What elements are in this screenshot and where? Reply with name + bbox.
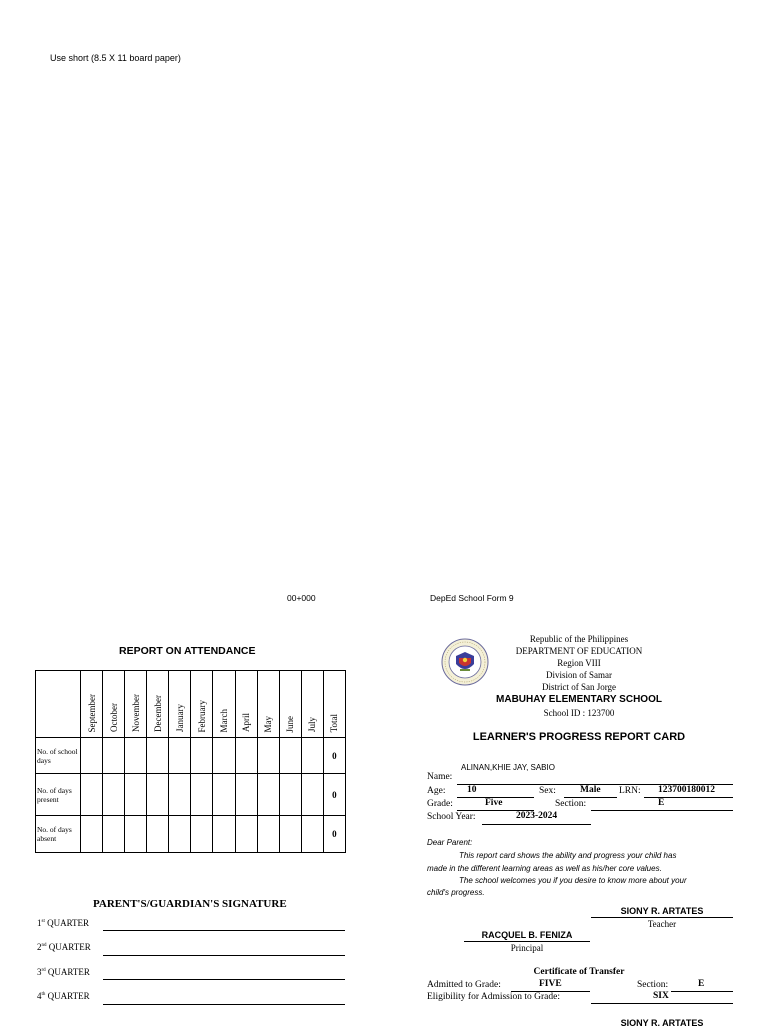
transfer-section-value: E — [698, 979, 705, 989]
transfer-title: Certificate of Transfer — [533, 967, 625, 977]
principal-role: Principal — [510, 943, 544, 953]
age-value: 10 — [467, 785, 477, 795]
transfer-signer: SIONY R. ARTATES — [620, 1018, 704, 1028]
signature-title: PARENT'S/GUARDIAN'S SIGNATURE — [93, 898, 287, 910]
month-header-october: October — [103, 671, 125, 738]
month-header-february: February — [191, 671, 213, 738]
school-year-label: School Year: — [427, 812, 476, 822]
form-code: 00+000 — [287, 593, 316, 603]
teacher-name: SIONY R. ARTATES — [620, 906, 704, 916]
age-label: Age: — [427, 786, 446, 796]
quarter-4-label: 4th QUARTER — [37, 991, 90, 1001]
sex-line — [564, 797, 617, 798]
quarter-1-signature-line[interactable] — [103, 930, 345, 931]
eligibility-label: Eligibility for Admission to Grade: — [427, 992, 560, 1002]
section-value: E — [658, 798, 665, 808]
section-label: Section: — [555, 799, 587, 809]
letter-line-2: made in the different learning areas as well as his/her core values. — [427, 864, 662, 873]
sex-value: Male — [580, 785, 601, 795]
quarter-1-label: 1st QUARTER — [37, 918, 90, 928]
republic-text: Republic of the Philippines — [529, 634, 629, 644]
total-days-absent: 0 — [323, 816, 345, 853]
department-text: DEPARTMENT OF EDUCATION — [515, 646, 643, 656]
paper-note: Use short (8.5 X 11 board paper) — [50, 53, 181, 63]
admitted-label: Admitted to Grade: — [427, 980, 501, 990]
month-header-july: July — [301, 671, 323, 738]
quarter-3-label: 3rd QUARTER — [37, 967, 90, 977]
sex-label: Sex: — [539, 786, 556, 796]
region-text: Region VIII — [557, 658, 601, 668]
month-header-january: January — [169, 671, 191, 738]
division-text: Division of Samar — [546, 670, 612, 680]
school-id: School ID : 123700 — [543, 708, 615, 718]
month-header-may: May — [257, 671, 279, 738]
grade-label: Grade: — [427, 799, 453, 809]
letter-salutation: Dear Parent: — [427, 838, 473, 847]
month-header-november: November — [125, 671, 147, 738]
attendance-table — [35, 670, 346, 853]
attendance-title: REPORT ON ATTENDANCE — [119, 645, 256, 657]
lrn-label: LRN: — [619, 786, 641, 796]
transfer-section-label: Section: — [637, 980, 669, 990]
principal-signature-line — [464, 941, 590, 942]
month-header-march: March — [213, 671, 235, 738]
total-days-present: 0 — [323, 774, 345, 816]
letter-line-3: The school welcomes you if you desire to know more about your — [459, 876, 687, 885]
principal-name: RACQUEL B. FENIZA — [481, 930, 573, 940]
grade-value: Five — [485, 798, 503, 808]
school-name: MABUHAY ELEMENTARY SCHOOL — [496, 694, 662, 705]
total-school-days: 0 — [323, 738, 345, 774]
eligibility-value: SIX — [653, 991, 669, 1001]
month-header-june: June — [279, 671, 301, 738]
quarter-2-signature-line[interactable] — [103, 955, 345, 956]
name-label: Name: — [427, 772, 453, 782]
school-year-value: 2023-2024 — [516, 811, 558, 821]
quarter-3-signature-line[interactable] — [103, 979, 345, 980]
quarter-2-label: 2nd QUARTER — [37, 942, 91, 952]
row-label-days-present: No. of days present — [36, 774, 81, 816]
row-label-school-days: No. of school days — [36, 738, 81, 774]
card-title: LEARNER'S PROGRESS REPORT CARD — [472, 731, 686, 743]
section-line — [591, 810, 733, 811]
letter-line-4: child's progress. — [427, 888, 485, 897]
district-text: District of San Jorge — [541, 682, 617, 692]
letter-line-1: This report card shows the ability and progress your child has — [459, 851, 677, 860]
teacher-role: Teacher — [647, 919, 677, 929]
row-label-days-absent: No. of days absent — [36, 816, 81, 853]
admitted-value: FIVE — [539, 979, 562, 989]
learner-name: ALINAN,KHIE JAY, SABIO — [461, 763, 555, 772]
attendance-corner-cell — [36, 671, 81, 738]
table-row — [36, 738, 346, 774]
month-header-april: April — [235, 671, 257, 738]
transfer-section-line — [671, 991, 733, 992]
attendance-header-row — [36, 671, 346, 738]
month-header-total: Total — [323, 671, 345, 738]
form-label: DepEd School Form 9 — [430, 593, 514, 603]
month-header-december: December — [147, 671, 169, 738]
table-row — [36, 774, 346, 816]
month-header-september: September — [81, 671, 103, 738]
eligibility-line — [591, 1003, 733, 1004]
school-year-line — [482, 824, 591, 825]
table-row — [36, 816, 346, 853]
lrn-value: 123700180012 — [658, 785, 715, 795]
teacher-signature-line — [591, 917, 733, 918]
quarter-4-signature-line[interactable] — [103, 1004, 345, 1005]
